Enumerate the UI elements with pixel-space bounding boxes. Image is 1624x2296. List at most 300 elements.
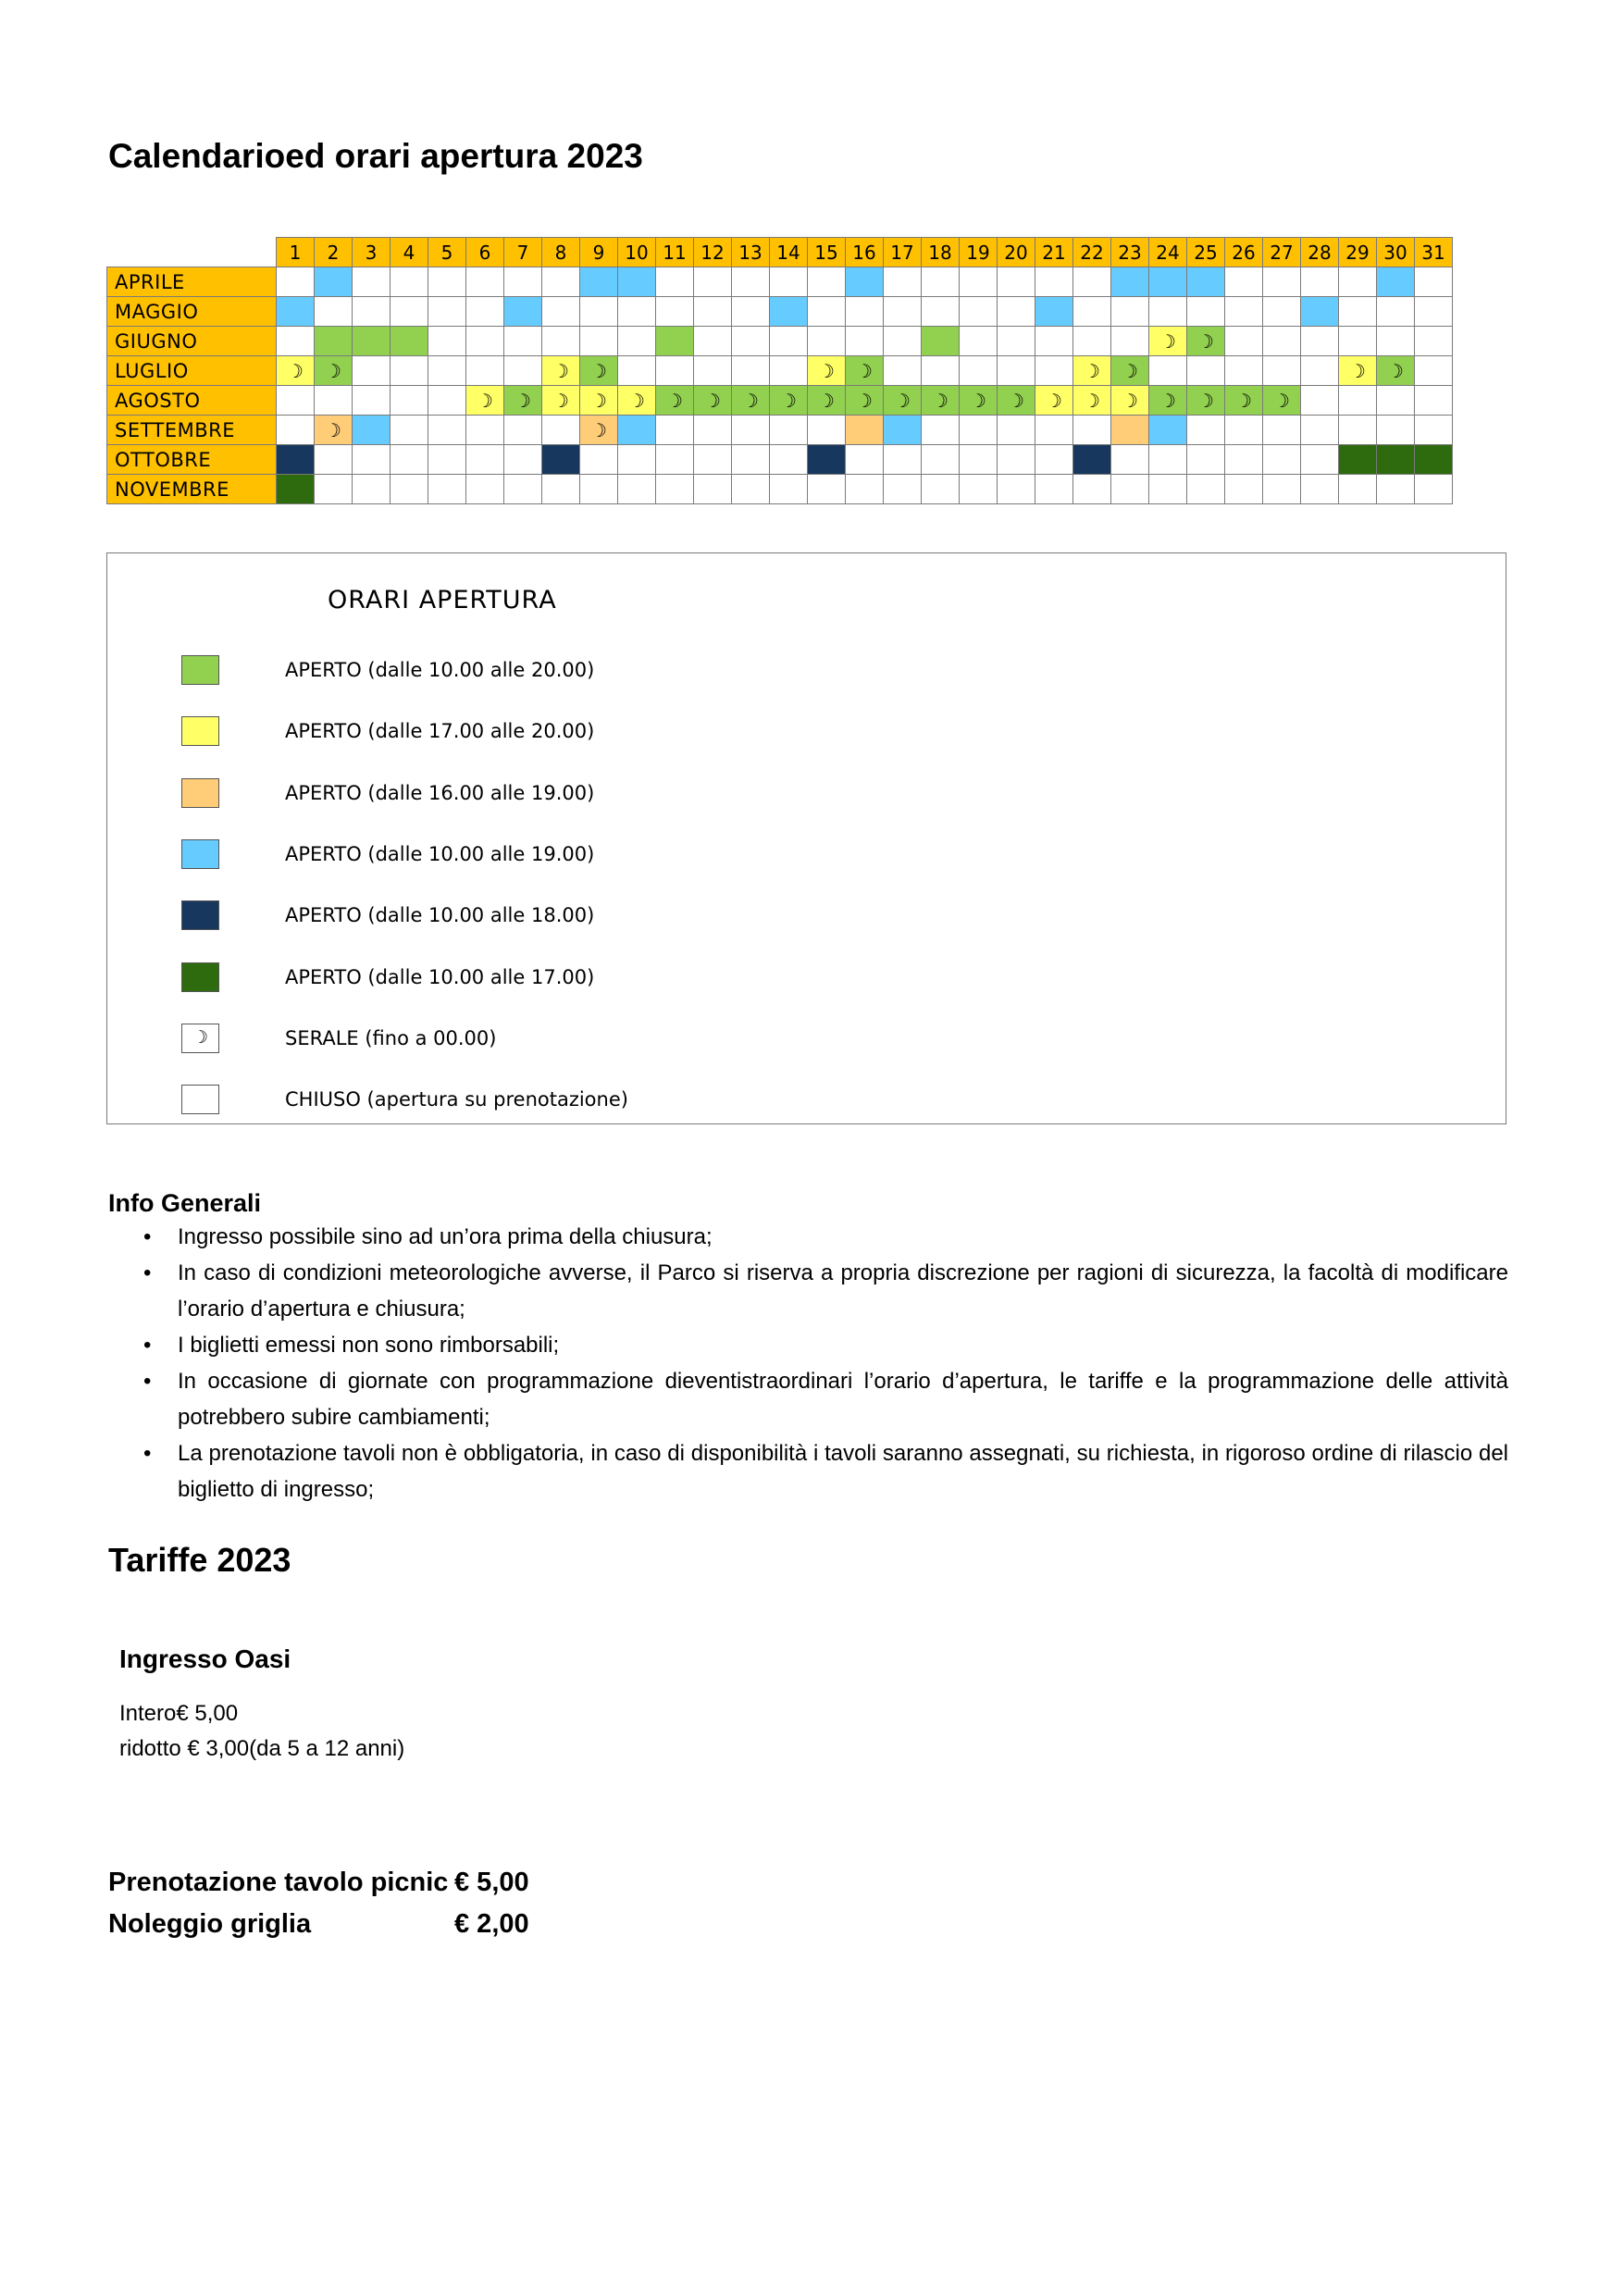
day-cell: [1149, 297, 1187, 327]
moon-icon: ☽: [1235, 389, 1252, 412]
day-cell: [391, 356, 428, 386]
legend-item: [181, 654, 595, 686]
info-item: • In occasione di giornate con programmazione dieventistraordinari l’orario d’apertura, le tariffe e la programmazione delle attività potrebbero subire cambiamenti;: [108, 1363, 1508, 1435]
day-cell: [1301, 267, 1339, 297]
moon-icon: ☽: [1273, 389, 1290, 412]
day-cell: [732, 356, 770, 386]
day-cell: [428, 327, 466, 356]
day-cell: [998, 475, 1035, 504]
day-header: 28: [1301, 238, 1339, 267]
day-cell: [504, 327, 542, 356]
day-cell: [1415, 445, 1453, 475]
moon-icon: ☽: [856, 389, 873, 412]
day-cell: [391, 386, 428, 416]
day-cell: [542, 297, 580, 327]
day-cell: [1301, 445, 1339, 475]
day-cell: [770, 356, 808, 386]
day-cell: [1035, 386, 1073, 416]
day-cell: [770, 445, 808, 475]
day-cell: [1225, 445, 1263, 475]
day-cell: [391, 445, 428, 475]
day-cell: [1377, 416, 1415, 445]
day-cell: [1111, 386, 1149, 416]
day-cell: [1073, 416, 1111, 445]
day-cell: [391, 416, 428, 445]
day-cell: [1111, 445, 1149, 475]
day-cell: [1263, 297, 1301, 327]
day-cell: [1339, 386, 1377, 416]
day-header: 17: [884, 238, 922, 267]
day-cell: [618, 356, 656, 386]
day-cell: [960, 327, 998, 356]
day-cell: [1187, 297, 1225, 327]
day-cell: [277, 386, 315, 416]
day-header: 15: [808, 238, 846, 267]
legend-label: APERTO (dalle 10.00 alle 20.00): [285, 659, 595, 681]
moon-icon: ☽: [818, 359, 835, 382]
day-cell: [315, 445, 353, 475]
day-cell: [656, 356, 694, 386]
day-cell: [998, 445, 1035, 475]
day-cell: [1073, 267, 1111, 297]
day-cell: [1073, 327, 1111, 356]
legend-item: [181, 1084, 628, 1115]
day-cell: [1187, 356, 1225, 386]
day-cell: [922, 386, 960, 416]
day-cell: [504, 356, 542, 386]
day-header: 10: [618, 238, 656, 267]
price-intero: Intero€ 5,00: [119, 1701, 239, 1726]
day-cell: [1035, 267, 1073, 297]
day-cell: [353, 475, 391, 504]
day-cell: [960, 445, 998, 475]
day-cell: [542, 356, 580, 386]
day-cell: [1149, 475, 1187, 504]
day-cell: [1415, 356, 1453, 386]
day-cell: [277, 416, 315, 445]
day-cell: [922, 416, 960, 445]
page-title: Calendarioed orari apertura 2023: [108, 137, 643, 175]
day-cell: [656, 475, 694, 504]
legend-item: [181, 962, 595, 993]
day-cell: [694, 327, 732, 356]
moon-icon: ☽: [666, 389, 683, 412]
day-cell: [580, 267, 618, 297]
day-cell: [618, 445, 656, 475]
day-cell: [846, 267, 884, 297]
day-header: 30: [1377, 238, 1415, 267]
day-header: 31: [1415, 238, 1453, 267]
day-cell: [1377, 445, 1415, 475]
day-cell: [656, 297, 694, 327]
day-header: 23: [1111, 238, 1149, 267]
day-cell: [1073, 297, 1111, 327]
info-heading: Info Generali: [108, 1189, 262, 1217]
day-cell: [884, 297, 922, 327]
day-cell: [1149, 267, 1187, 297]
opening-calendar: [106, 237, 1453, 504]
moon-icon: ☽: [1008, 389, 1024, 412]
day-cell: [1225, 327, 1263, 356]
day-cell: [1187, 416, 1225, 445]
day-cell: [732, 416, 770, 445]
day-cell: [694, 267, 732, 297]
day-cell: [1377, 475, 1415, 504]
day-cell: [732, 386, 770, 416]
day-cell: [770, 416, 808, 445]
legend-item: [181, 838, 595, 870]
day-cell: [884, 386, 922, 416]
day-header: 11: [656, 238, 694, 267]
legend-swatch: [181, 778, 219, 808]
day-cell: [504, 267, 542, 297]
day-cell: [846, 386, 884, 416]
day-cell: [618, 475, 656, 504]
day-cell: [315, 356, 353, 386]
day-cell: [960, 356, 998, 386]
day-header: 24: [1149, 238, 1187, 267]
day-cell: [846, 475, 884, 504]
day-cell: [808, 356, 846, 386]
day-cell: [960, 297, 998, 327]
legend-title: ORARI APERTURA: [328, 586, 557, 614]
day-cell: [960, 386, 998, 416]
price-ridotto: ridotto € 3,00(da 5 a 12 anni): [119, 1736, 405, 1761]
day-cell: [1301, 475, 1339, 504]
month-label: OTTOBRE: [107, 445, 277, 475]
legend-item: [181, 777, 595, 809]
day-cell: [1301, 327, 1339, 356]
day-cell: [1339, 267, 1377, 297]
day-cell: [1111, 327, 1149, 356]
month-row: [107, 445, 1453, 475]
month-row: [107, 297, 1453, 327]
day-cell: [1339, 327, 1377, 356]
day-cell: [353, 386, 391, 416]
day-header: 26: [1225, 238, 1263, 267]
day-cell: [1377, 356, 1415, 386]
day-cell: [1301, 356, 1339, 386]
day-cell: [428, 416, 466, 445]
day-cell: [1415, 475, 1453, 504]
day-cell: [466, 356, 504, 386]
day-cell: [504, 475, 542, 504]
day-cell: [277, 445, 315, 475]
day-cell: [770, 297, 808, 327]
day-cell: [504, 297, 542, 327]
day-cell: [580, 475, 618, 504]
legend-swatch: [181, 1024, 219, 1053]
month-row: [107, 356, 1453, 386]
day-cell: [353, 416, 391, 445]
day-cell: [1111, 356, 1149, 386]
day-cell: [694, 297, 732, 327]
day-cell: [428, 386, 466, 416]
tavolo-price: € 5,00: [454, 1868, 529, 1897]
day-cell: [1263, 327, 1301, 356]
day-cell: [1263, 445, 1301, 475]
moon-icon: ☽: [970, 389, 986, 412]
day-cell: [1111, 475, 1149, 504]
day-cell: [884, 356, 922, 386]
day-cell: [1149, 327, 1187, 356]
day-cell: [732, 445, 770, 475]
day-cell: [1111, 267, 1149, 297]
day-cell: [1149, 416, 1187, 445]
moon-icon: ☽: [325, 418, 341, 441]
day-cell: [998, 297, 1035, 327]
day-cell: [1339, 445, 1377, 475]
day-cell: [656, 327, 694, 356]
day-cell: [1187, 327, 1225, 356]
day-cell: [656, 267, 694, 297]
day-header: 29: [1339, 238, 1377, 267]
day-cell: [353, 297, 391, 327]
day-cell: [770, 267, 808, 297]
legend-swatch: [181, 839, 219, 869]
day-cell: [846, 327, 884, 356]
moon-icon: ☽: [1159, 329, 1176, 353]
day-cell: [960, 416, 998, 445]
day-cell: [694, 356, 732, 386]
day-cell: [353, 356, 391, 386]
calendar-header-row: [107, 238, 1453, 267]
legend-box: [106, 552, 1506, 1124]
day-cell: [1415, 267, 1453, 297]
month-label: APRILE: [107, 267, 277, 297]
legend-swatch: [181, 655, 219, 685]
moon-icon: ☽: [1197, 389, 1214, 412]
day-cell: [580, 327, 618, 356]
legend-label: APERTO (dalle 10.00 alle 17.00): [285, 965, 595, 988]
day-cell: [618, 297, 656, 327]
day-cell: [808, 475, 846, 504]
day-cell: [1339, 416, 1377, 445]
day-cell: [1225, 297, 1263, 327]
tavolo-label: Prenotazione tavolo picnic: [108, 1868, 449, 1897]
day-cell: [694, 475, 732, 504]
day-cell: [580, 386, 618, 416]
day-cell: [1187, 445, 1225, 475]
oasi-heading: Ingresso Oasi: [119, 1644, 291, 1673]
day-cell: [1225, 475, 1263, 504]
moon-icon: ☽: [1122, 389, 1138, 412]
legend-swatch: [181, 900, 219, 930]
day-cell: [277, 297, 315, 327]
month-row: [107, 416, 1453, 445]
day-cell: [1415, 416, 1453, 445]
day-cell: [922, 267, 960, 297]
legend-label: APERTO (dalle 10.00 alle 18.00): [285, 904, 595, 927]
day-cell: [998, 267, 1035, 297]
day-cell: [580, 416, 618, 445]
day-cell: [466, 297, 504, 327]
legend-label: SERALE (fino a 00.00): [285, 1026, 497, 1049]
calendar-corner: [107, 238, 277, 267]
day-cell: [960, 267, 998, 297]
day-cell: [428, 475, 466, 504]
day-cell: [315, 297, 353, 327]
day-cell: [808, 445, 846, 475]
month-label: MAGGIO: [107, 297, 277, 327]
day-cell: [1377, 327, 1415, 356]
legend-label: CHIUSO (apertura su prenotazione): [285, 1088, 628, 1111]
day-cell: [1035, 475, 1073, 504]
legend-label: APERTO (dalle 17.00 alle 20.00): [285, 720, 595, 743]
day-cell: [1339, 475, 1377, 504]
day-cell: [1149, 356, 1187, 386]
day-cell: [1187, 267, 1225, 297]
day-cell: [732, 267, 770, 297]
day-cell: [884, 416, 922, 445]
day-cell: [1035, 327, 1073, 356]
day-cell: [542, 267, 580, 297]
day-cell: [1111, 416, 1149, 445]
day-cell: [656, 416, 694, 445]
info-item: • In caso di condizioni meteorologiche avverse, il Parco si riserva a propria discrezione per ragioni di sicurezza, la facoltà di modificare l’orario d’apertura e chiusura;: [108, 1255, 1508, 1327]
moon-icon: ☽: [590, 359, 607, 382]
info-item: • La prenotazione tavoli non è obbligatoria, in caso di disponibilità i tavoli saranno assegnati, su richiesta, in rigoroso ordine di rilascio del biglietto di ingresso;: [108, 1435, 1508, 1508]
day-cell: [884, 267, 922, 297]
day-cell: [1225, 386, 1263, 416]
moon-icon: ☽: [1349, 359, 1366, 382]
day-cell: [922, 475, 960, 504]
day-header: 2: [315, 238, 353, 267]
day-cell: [998, 356, 1035, 386]
day-cell: [998, 327, 1035, 356]
day-cell: [1187, 386, 1225, 416]
day-cell: [846, 356, 884, 386]
day-cell: [466, 327, 504, 356]
day-cell: [277, 327, 315, 356]
day-cell: [542, 416, 580, 445]
month-label: SETTEMBRE: [107, 416, 277, 445]
day-cell: [1035, 297, 1073, 327]
month-row: [107, 475, 1453, 504]
day-cell: [770, 386, 808, 416]
day-cell: [846, 416, 884, 445]
moon-icon: ☽: [287, 359, 304, 382]
day-cell: [732, 327, 770, 356]
day-cell: [694, 416, 732, 445]
day-cell: [1149, 445, 1187, 475]
day-cell: [998, 386, 1035, 416]
info-item: • I biglietti emessi non sono rimborsabili;: [108, 1327, 1508, 1363]
griglia-line: [108, 1909, 529, 1940]
legend-label: APERTO (dalle 16.00 alle 19.00): [285, 781, 595, 804]
day-cell: [466, 416, 504, 445]
day-header: 12: [694, 238, 732, 267]
day-cell: [922, 356, 960, 386]
day-cell: [732, 297, 770, 327]
day-cell: [1339, 356, 1377, 386]
day-cell: [466, 445, 504, 475]
day-header: 9: [580, 238, 618, 267]
legend-swatch: [181, 716, 219, 746]
day-cell: [1035, 416, 1073, 445]
moon-icon: ☽: [818, 389, 835, 412]
day-cell: [808, 267, 846, 297]
day-cell: [1377, 297, 1415, 327]
day-cell: [618, 327, 656, 356]
day-cell: [1415, 327, 1453, 356]
day-cell: [922, 297, 960, 327]
moon-icon: ☽: [590, 418, 607, 441]
day-cell: [1073, 445, 1111, 475]
day-cell: [1263, 475, 1301, 504]
moon-icon: ☽: [1159, 389, 1176, 412]
tariffe-heading: Tariffe 2023: [108, 1541, 291, 1579]
month-label: NOVEMBRE: [107, 475, 277, 504]
day-cell: [1149, 386, 1187, 416]
day-cell: [1035, 356, 1073, 386]
griglia-price: € 2,00: [454, 1909, 529, 1939]
day-cell: [998, 416, 1035, 445]
day-cell: [353, 327, 391, 356]
day-cell: [277, 356, 315, 386]
day-cell: [732, 475, 770, 504]
day-cell: [1225, 267, 1263, 297]
legend-item: [181, 1023, 497, 1054]
day-header: 8: [542, 238, 580, 267]
day-cell: [1073, 356, 1111, 386]
day-header: 4: [391, 238, 428, 267]
day-cell: [428, 267, 466, 297]
moon-icon: ☽: [192, 1028, 209, 1049]
day-cell: [580, 356, 618, 386]
day-cell: [884, 327, 922, 356]
legend-swatch: [181, 1085, 219, 1114]
day-header: 21: [1035, 238, 1073, 267]
day-cell: [315, 475, 353, 504]
moon-icon: ☽: [1084, 359, 1100, 382]
info-list: [108, 1219, 1508, 1508]
moon-icon: ☽: [894, 389, 911, 412]
day-cell: [1111, 297, 1149, 327]
day-cell: [542, 475, 580, 504]
month-row: [107, 267, 1453, 297]
day-cell: [315, 386, 353, 416]
day-cell: [1263, 267, 1301, 297]
day-cell: [1377, 267, 1415, 297]
day-cell: [391, 267, 428, 297]
day-cell: [656, 386, 694, 416]
day-cell: [353, 445, 391, 475]
day-cell: [694, 445, 732, 475]
day-header: 1: [277, 238, 315, 267]
day-cell: [770, 327, 808, 356]
day-cell: [884, 475, 922, 504]
day-cell: [391, 475, 428, 504]
day-cell: [808, 327, 846, 356]
day-cell: [922, 445, 960, 475]
day-cell: [618, 267, 656, 297]
day-cell: [960, 475, 998, 504]
moon-icon: ☽: [1387, 359, 1404, 382]
day-header: 5: [428, 238, 466, 267]
day-cell: [922, 327, 960, 356]
moon-icon: ☽: [1046, 389, 1062, 412]
day-cell: [808, 386, 846, 416]
moon-icon: ☽: [1197, 329, 1214, 353]
day-cell: [1073, 386, 1111, 416]
moon-icon: ☽: [1084, 389, 1100, 412]
day-cell: [542, 386, 580, 416]
day-cell: [315, 267, 353, 297]
day-header: 19: [960, 238, 998, 267]
day-cell: [1301, 416, 1339, 445]
day-cell: [277, 267, 315, 297]
